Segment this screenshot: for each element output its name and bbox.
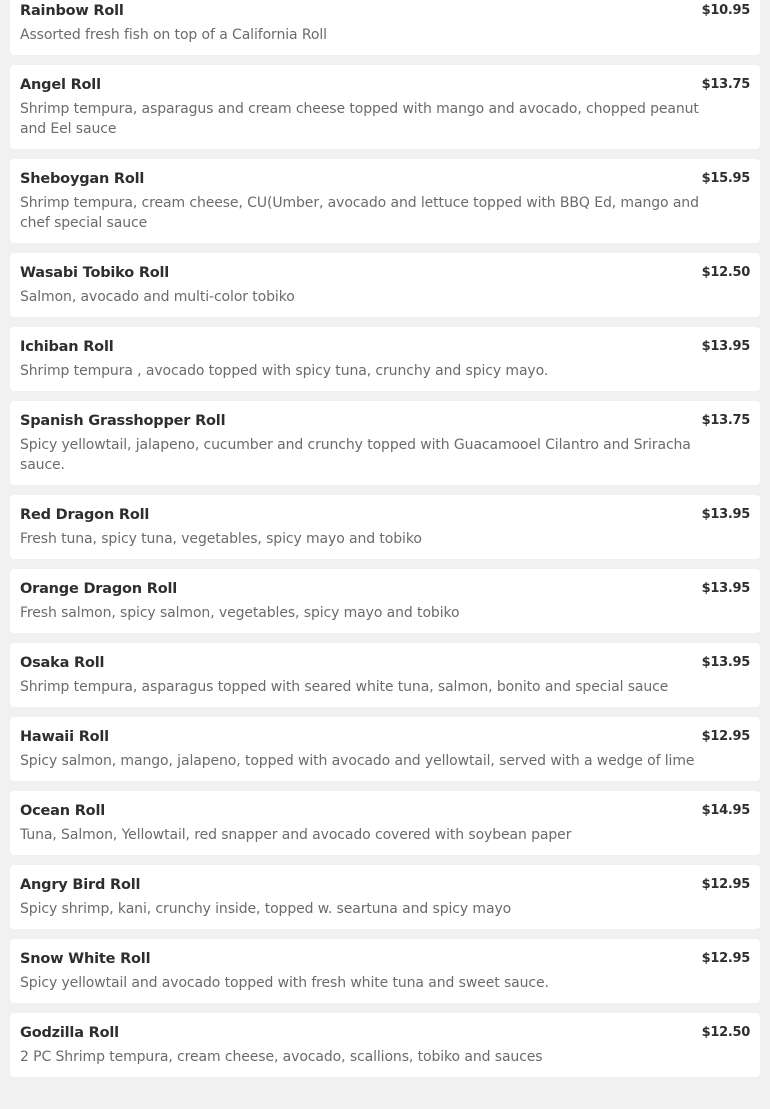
menu-item-card[interactable] bbox=[10, 865, 760, 929]
menu-item-card[interactable] bbox=[10, 1013, 760, 1077]
item-price: $14.95 bbox=[701, 803, 750, 818]
item-description: Shrimp tempura, asparagus topped with seared white tuna, salmon, bonito and special sauce bbox=[20, 679, 669, 695]
item-description: Assorted fresh fish on top of a California Roll bbox=[20, 27, 327, 43]
item-description: Fresh tuna, spicy tuna, vegetables, spicy mayo and tobiko bbox=[20, 531, 422, 547]
item-name: Ocean Roll bbox=[20, 803, 105, 819]
item-name: Angry Bird Roll bbox=[20, 877, 141, 893]
item-description: Salmon, avocado and multi-color tobiko bbox=[20, 289, 295, 305]
item-name: Rainbow Roll bbox=[20, 3, 124, 19]
item-name: Hawaii Roll bbox=[20, 729, 109, 745]
item-price: $13.95 bbox=[701, 507, 750, 522]
item-price: $15.95 bbox=[701, 171, 750, 186]
item-description: Spicy shrimp, kani, crunchy inside, topped w. seartuna and spicy mayo bbox=[20, 901, 512, 917]
item-description: Spicy yellowtail, jalapeno, cucumber and crunchy topped with Guacamooel Cilantro and Sriracha sauce. bbox=[20, 437, 691, 473]
item-name: Angel Roll bbox=[20, 77, 101, 93]
item-price: $13.95 bbox=[701, 655, 750, 670]
item-price: $13.95 bbox=[701, 339, 750, 354]
menu-item-card[interactable] bbox=[10, 253, 760, 317]
item-name: Osaka Roll bbox=[20, 655, 105, 671]
menu-list bbox=[10, 0, 760, 1087]
item-price: $13.75 bbox=[701, 413, 750, 428]
item-name: Ichiban Roll bbox=[20, 339, 114, 355]
item-description: Shrimp tempura , avocado topped with spicy tuna, crunchy and spicy mayo. bbox=[20, 363, 549, 379]
item-description: Spicy salmon, mango, jalapeno, topped with avocado and yellowtail, served with a wedge of lime bbox=[20, 753, 695, 769]
item-price: $12.50 bbox=[701, 265, 750, 280]
item-description: 2 PC Shrimp tempura, cream cheese, avocado, scallions, tobiko and sauces bbox=[20, 1049, 543, 1065]
menu-item-card[interactable] bbox=[10, 401, 760, 485]
item-name: Orange Dragon Roll bbox=[20, 581, 177, 597]
menu-item-card[interactable] bbox=[10, 569, 760, 633]
menu-item-card[interactable] bbox=[10, 643, 760, 707]
item-name: Godzilla Roll bbox=[20, 1025, 119, 1041]
item-price: $13.95 bbox=[701, 581, 750, 596]
item-description: Shrimp tempura, asparagus and cream cheese topped with mango and avocado, chopped peanut and Eel sauce bbox=[20, 101, 699, 137]
item-name: Wasabi Tobiko Roll bbox=[20, 265, 170, 281]
item-name: Spanish Grasshopper Roll bbox=[20, 413, 226, 429]
item-name: Red Dragon Roll bbox=[20, 507, 150, 523]
item-price: $12.95 bbox=[701, 729, 750, 744]
item-price: $12.95 bbox=[701, 951, 750, 966]
menu-item-card[interactable] bbox=[10, 495, 760, 559]
menu-item-card[interactable] bbox=[10, 65, 760, 149]
item-description: Spicy yellowtail and avocado topped with fresh white tuna and sweet sauce. bbox=[20, 975, 549, 991]
menu-item-card[interactable] bbox=[10, 939, 760, 1003]
menu-item-card[interactable] bbox=[10, 327, 760, 391]
item-price: $12.95 bbox=[701, 877, 750, 892]
menu-item-card[interactable] bbox=[10, 0, 760, 55]
menu-item-card[interactable] bbox=[10, 791, 760, 855]
item-description: Shrimp tempura, cream cheese, CU(Umber, avocado and lettuce topped with BBQ Ed, mango and chef special sauce bbox=[20, 195, 699, 231]
menu-item-card[interactable] bbox=[10, 159, 760, 243]
item-name: Snow White Roll bbox=[20, 951, 151, 967]
item-description: Fresh salmon, spicy salmon, vegetables, spicy mayo and tobiko bbox=[20, 605, 460, 621]
item-price: $10.95 bbox=[701, 3, 750, 18]
item-price: $13.75 bbox=[701, 77, 750, 92]
menu-item-card[interactable] bbox=[10, 717, 760, 781]
item-price: $12.50 bbox=[701, 1025, 750, 1040]
item-description: Tuna, Salmon, Yellowtail, red snapper and avocado covered with soybean paper bbox=[20, 827, 572, 843]
item-name: Sheboygan Roll bbox=[20, 171, 145, 187]
